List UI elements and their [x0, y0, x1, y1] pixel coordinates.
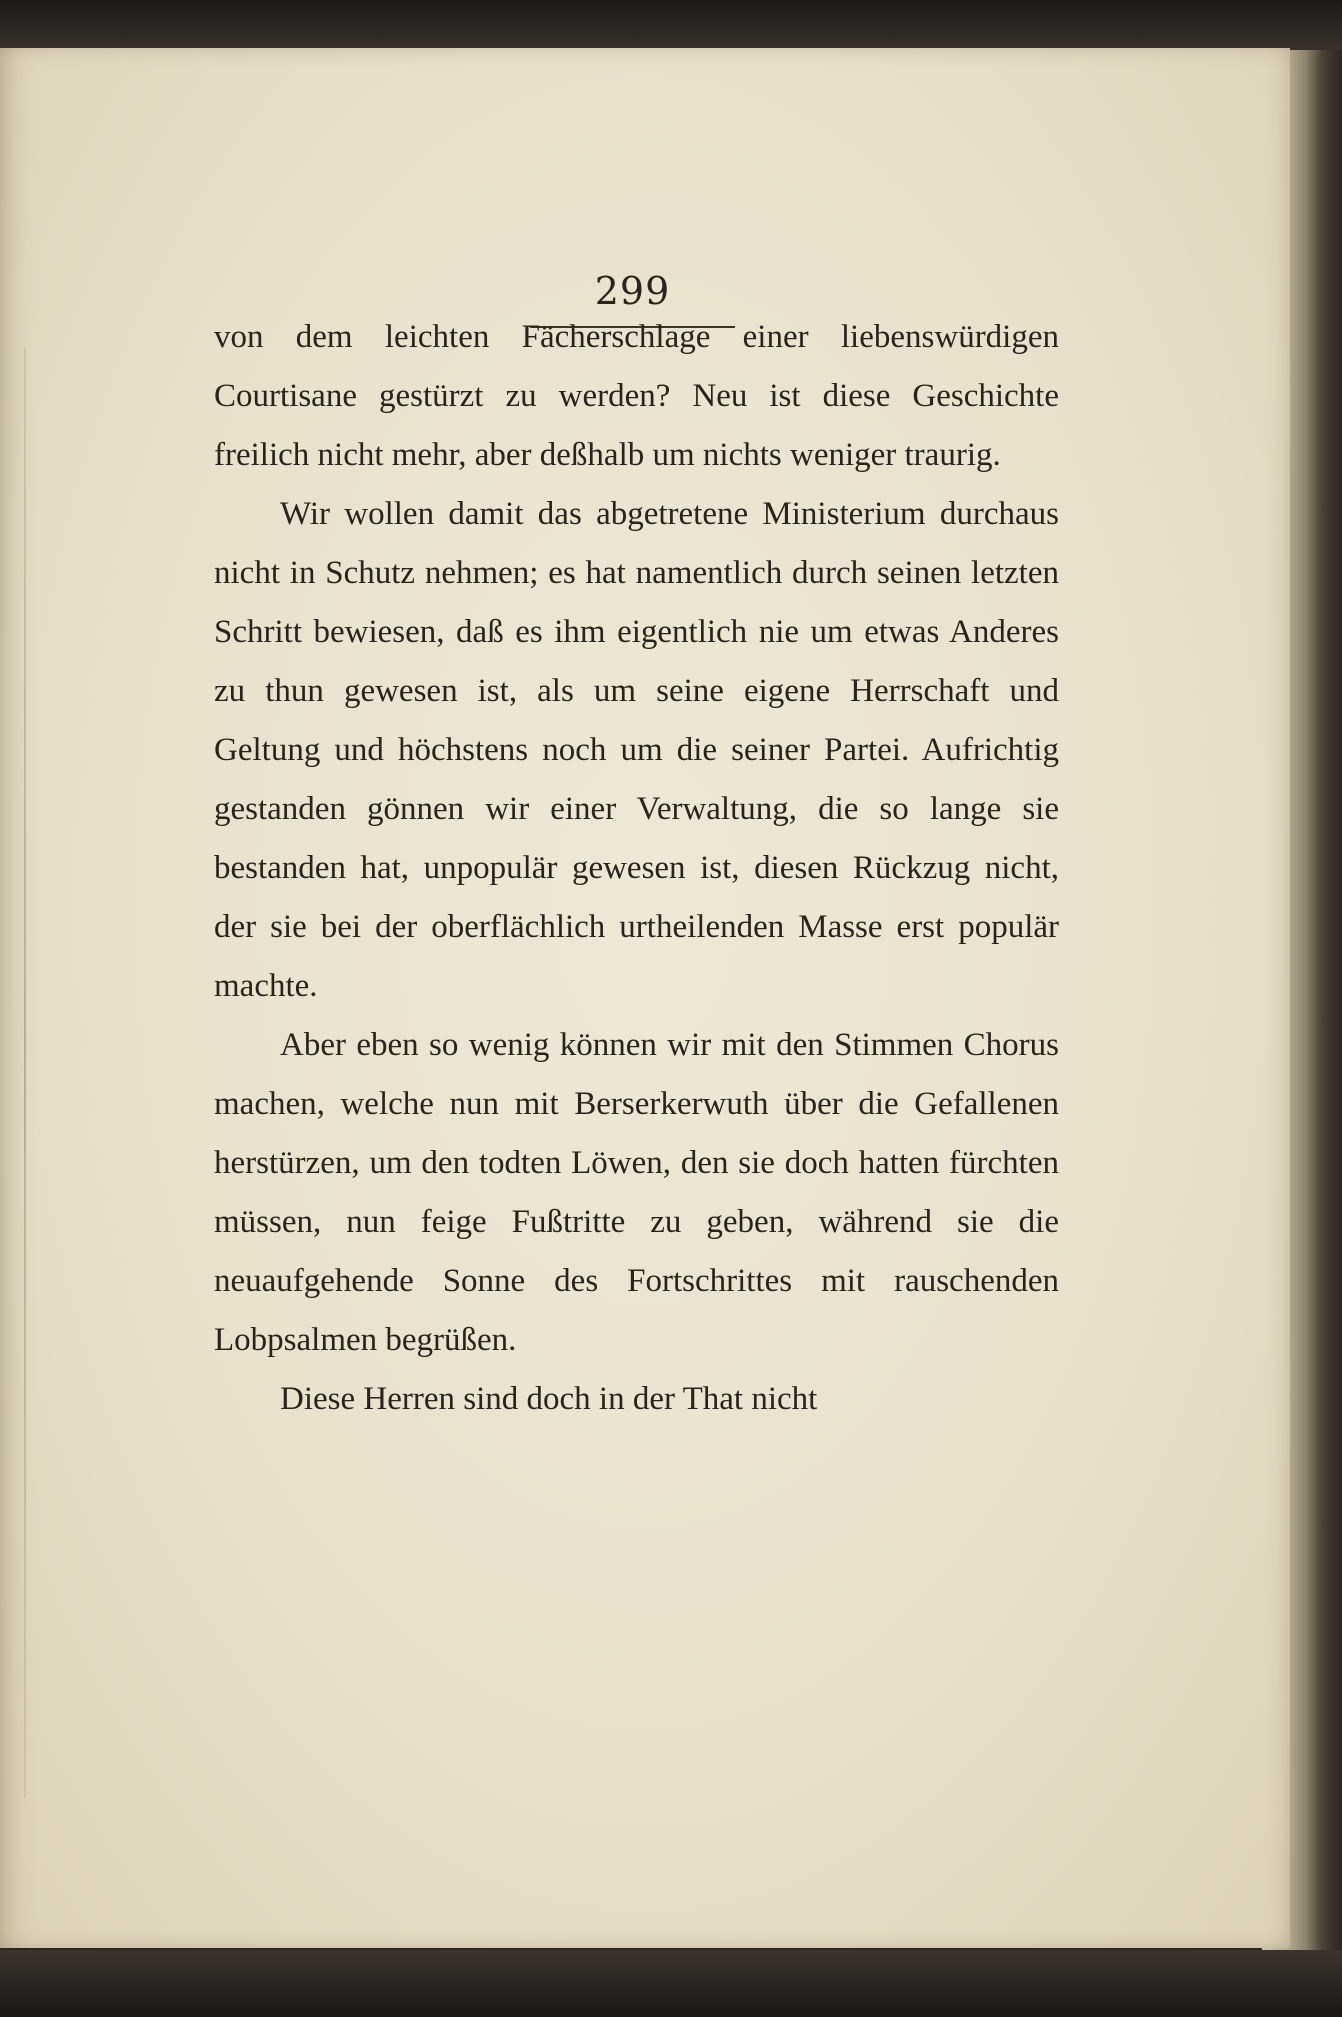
- paragraph-4: Diese Herren sind doch in der That nicht: [280, 1381, 818, 1417]
- paragraph-1: von dem leichten Fächerschlage einer liebenswürdigen Courtisane gestürzt zu werden? Neu ist diese Geschichte freilich nicht mehr, aber deßhalb um nichts weniger traurig.: [214, 319, 1059, 473]
- body-text: [214, 308, 1059, 1429]
- paragraph-3: Aber eben so wenig können wir mit den Stimmen Chorus machen, welche nun mit Berserkerwuth über die Gefallenen herstürzen, um den todten Löwen, den sie doch hatten fürchten müssen, nun feige Fußtritte zu geben, während sie die neuaufgehende Sonne des Fortschrittes mit rauschenden Lobpsalmen begrüßen.: [214, 1027, 1059, 1358]
- page-number: 299: [594, 269, 671, 313]
- gutter-shadow: [24, 348, 26, 1798]
- paragraph-2: Wir wollen damit das abgetretene Ministerium durchaus nicht in Schutz nehmen; es hat namentlich durch seinen letzten Schritt bewiesen, daß es ihm eigentlich nie um etwas Anderes zu thun gewesen ist, als um seine eigene Herrschaft und Geltung und höchstens noch um die seiner Partei. Aufrichtig gestanden gönnen wir einer Verwaltung, die so lange sie bestanden hat, unpopulär gewesen ist, diesen Rückzug nicht, der sie bei der oberflächlich urtheilenden Masse erst populär machte.: [214, 496, 1059, 1004]
- book-edge-bottom: [0, 1950, 1342, 2017]
